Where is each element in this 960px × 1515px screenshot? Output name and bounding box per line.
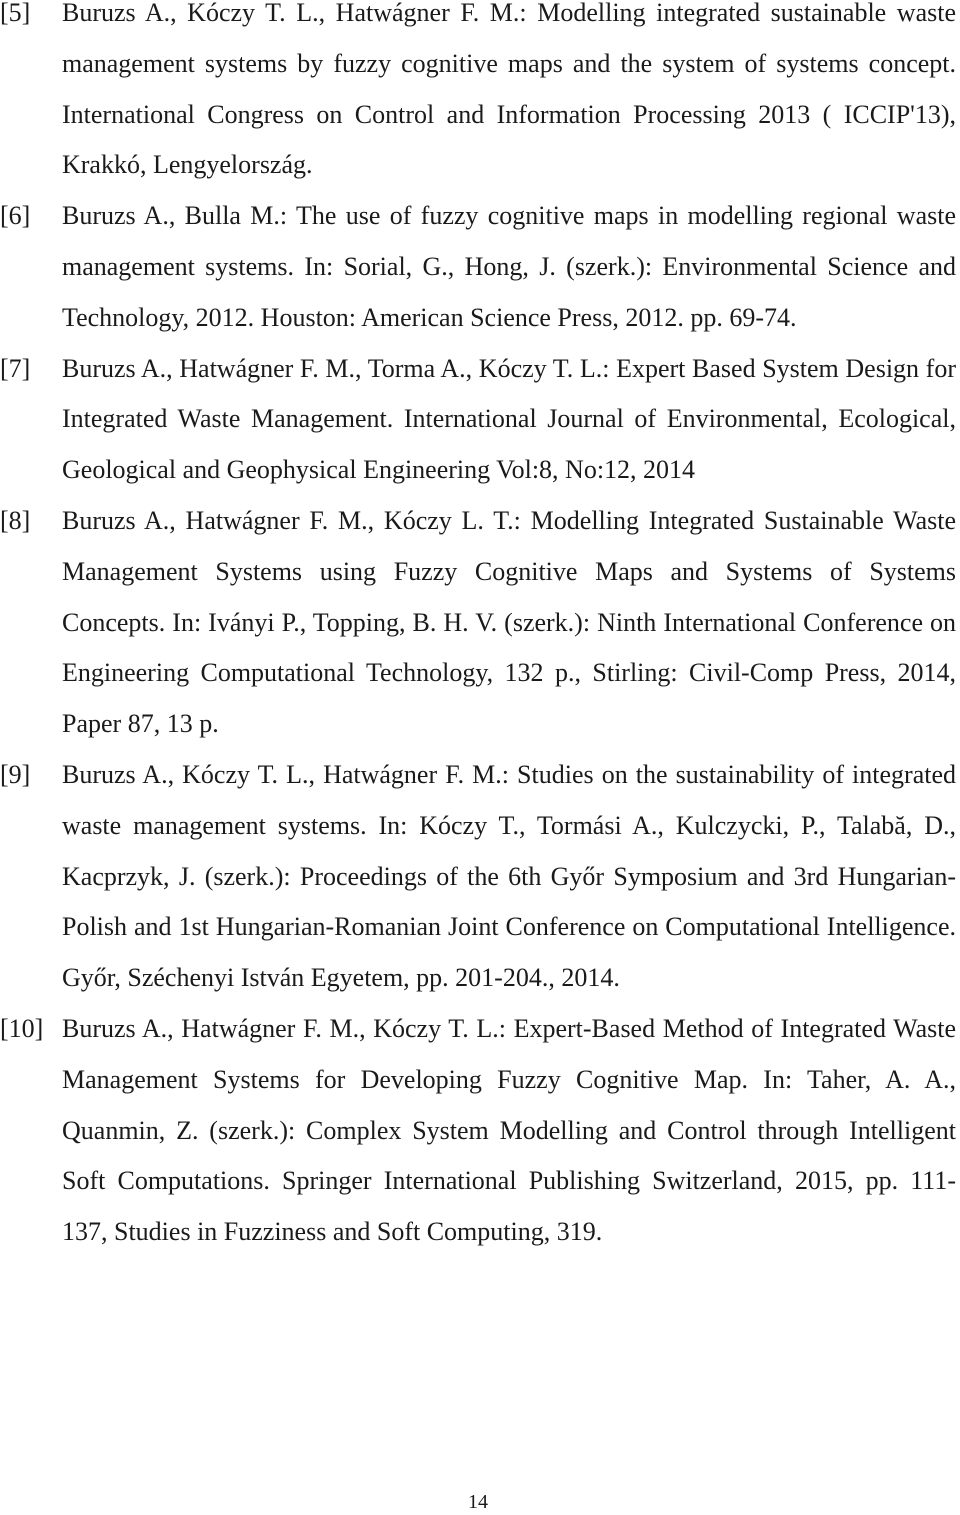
reference-text: Buruzs A., Kóczy T. L., Hatwágner F. M.: Studies on the sustainability of integrated waste management systems. In: Kóczy T., Tormási A., Kulczycki, P., Talabă, D., Kacprzyk, J. (szerk.): Proceedings of the 6th Győr Symposium and 3rd Hungarian-Polish and 1st Hungarian-Romanian Joint Conference on Computational Intelligence. Győr, Széchenyi István Egyetem, pp. 201-204., 2014.: [62, 759, 956, 993]
reference-text: Buruzs A., Hatwágner F. M., Kóczy T. L.: Expert-Based Method of Integrated Waste Management Systems for Developing Fuzzy Cognitive Map. In: Taher, A. A., Quanmin, Z. (szerk.): Complex System Modelling and Control through Intelligent Soft Computations. Springer International Publishing Switzerland, 2015, pp. 111-137, Studies in Fuzziness and Soft Computing, 319.: [62, 1013, 956, 1247]
reference-item: [0, 750, 956, 1004]
reference-item: [0, 191, 956, 343]
reference-text: Buruzs A., Hatwágner F. M., Kóczy L. T.: Modelling Integrated Sustainable Waste Management Systems using Fuzzy Cognitive Maps and Systems of Systems Concepts. In: Iványi P., Topping, B. H. V. (szerk.): Ninth International Conference on Engineering Computational Technology, 132 p., Stirling: Civil-Comp Press, 2014, Paper 87, 13 p.: [62, 505, 956, 739]
reference-number: [6]: [0, 201, 31, 231]
reference-number: [9]: [0, 759, 31, 789]
page-number: 14: [468, 1491, 488, 1513]
reference-number: [8]: [0, 505, 31, 535]
reference-item: [0, 496, 956, 750]
reference-text: Buruzs A., Bulla M.: The use of fuzzy cognitive maps in modelling regional waste management systems. In: Sorial, G., Hong, J. (szerk.): Environmental Science and Technology, 2012. Houston: American Science Press, 2012. pp. 69-74.: [62, 201, 956, 332]
reference-item: [0, 0, 956, 191]
reference-text: Buruzs A., Kóczy T. L., Hatwágner F. M.: Modelling integrated sustainable waste management systems by fuzzy cognitive maps and the system of systems concept. International Congress on Control and Information Processing 2013 ( ICCIP'13), Krakkó, Lengyelország.: [62, 0, 956, 180]
reference-number: [5]: [0, 0, 31, 27]
reference-number: [10]: [0, 1013, 44, 1043]
reference-item: [0, 344, 956, 496]
reference-item: [0, 1004, 956, 1258]
reference-number: [7]: [0, 353, 31, 383]
reference-text: Buruzs A., Hatwágner F. M., Torma A., Kóczy T. L.: Expert Based System Design for Integrated Waste Management. International Journal of Environmental, Ecological, Geological and Geophysical Engineering Vol:8, No:12, 2014: [62, 353, 956, 485]
